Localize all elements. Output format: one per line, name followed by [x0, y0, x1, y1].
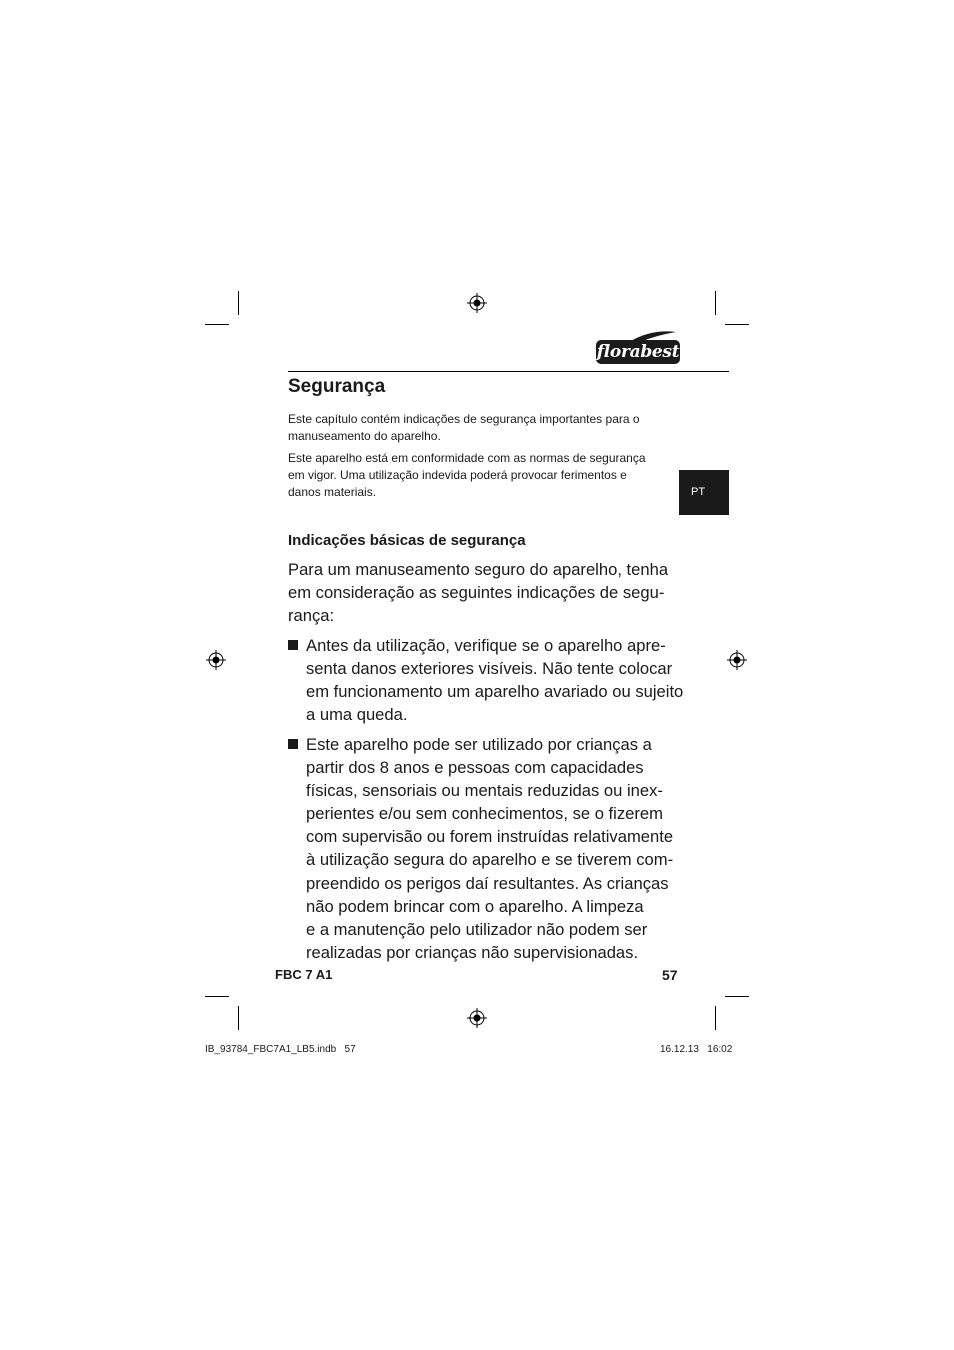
bullet-square-icon	[288, 739, 298, 749]
bullet-line: realizadas por crianças não supervisionadas.	[306, 942, 639, 962]
footer-model: FBC 7 A1	[275, 967, 333, 982]
section-title: Segurança	[288, 376, 386, 397]
bullet-line: em funcionamento um aparelho avariado ou sujeito	[306, 682, 684, 702]
crop-mark-top-right-horizontal	[725, 324, 749, 325]
bullet-line: perientes e/ou sem conhecimentos, se o fizerem	[306, 804, 663, 824]
bullet-line: preendido os perigos daí resultantes. As crianças	[306, 873, 669, 893]
bullet-line: Antes da utilização, verifique se o aparelho apre-	[306, 636, 666, 655]
crop-mark-top-right-vertical	[715, 291, 716, 315]
bullet-line: senta danos exteriores visíveis. Não tente colocar	[306, 659, 673, 679]
bullet-item	[306, 733, 673, 964]
conformity-paragraph	[288, 450, 668, 501]
crop-mark-top-left-vertical	[238, 291, 239, 315]
bullet-line: Este aparelho pode ser utilizado por crianças a	[306, 735, 652, 754]
conformity-line: Este aparelho está em conformidade com as normas de segurança	[288, 451, 646, 465]
lead-line: Para um manuseamento seguro do aparelho, tenha	[288, 560, 669, 579]
intro-line: manuseamento do aparelho.	[288, 429, 441, 443]
bullet-square-icon	[288, 640, 298, 650]
lead-line: em consideração as seguintes indicações de segu-	[288, 583, 665, 603]
subsection-title: Indicações básicas de segurança	[288, 532, 526, 549]
bullet-line: partir dos 8 anos e pessoas com capacidades	[306, 758, 644, 778]
brand-logo: florabest	[596, 342, 680, 362]
conformity-line: danos materiais.	[288, 485, 377, 499]
crop-mark-bottom-right-vertical	[715, 1006, 716, 1030]
crop-mark-bottom-right-horizontal	[725, 996, 749, 997]
print-slug-file: IB_93784_FBC7A1_LB5.indb 57	[205, 1044, 356, 1055]
bullet-line: à utilização segura do aparelho e se tiverem com-	[306, 850, 674, 870]
print-slug-date: 16.12.13 16:02	[660, 1044, 733, 1055]
lead-paragraph	[288, 558, 668, 627]
intro-paragraph	[288, 411, 668, 445]
page-number: 57	[662, 967, 678, 983]
header-rule	[288, 371, 729, 372]
crop-mark-top-left-horizontal	[205, 324, 229, 325]
registration-mark-icon	[467, 1008, 487, 1028]
lead-line: rança:	[288, 606, 335, 626]
registration-mark-icon	[727, 650, 747, 670]
crop-mark-bottom-left-horizontal	[205, 996, 229, 997]
intro-line: Este capítulo contém indicações de segurança importantes para o	[288, 412, 640, 426]
bullet-line: não podem brincar com o aparelho. A limpeza	[306, 896, 644, 916]
bullet-line: com supervisão ou forem instruídas relativamente	[306, 827, 674, 847]
bullet-line: a uma queda.	[306, 705, 408, 725]
bullet-line: físicas, sensoriais ou mentais reduzidas ou inex-	[306, 781, 663, 801]
bullet-item	[306, 634, 683, 726]
language-tab: PT	[679, 470, 729, 515]
registration-mark-icon	[206, 650, 226, 670]
bullet-line: e a manutenção pelo utilizador não podem ser	[306, 919, 648, 939]
registration-mark-icon	[467, 293, 487, 313]
crop-mark-bottom-left-vertical	[238, 1006, 239, 1030]
conformity-line: em vigor. Uma utilização indevida poderá provocar ferimentos e	[288, 468, 627, 482]
